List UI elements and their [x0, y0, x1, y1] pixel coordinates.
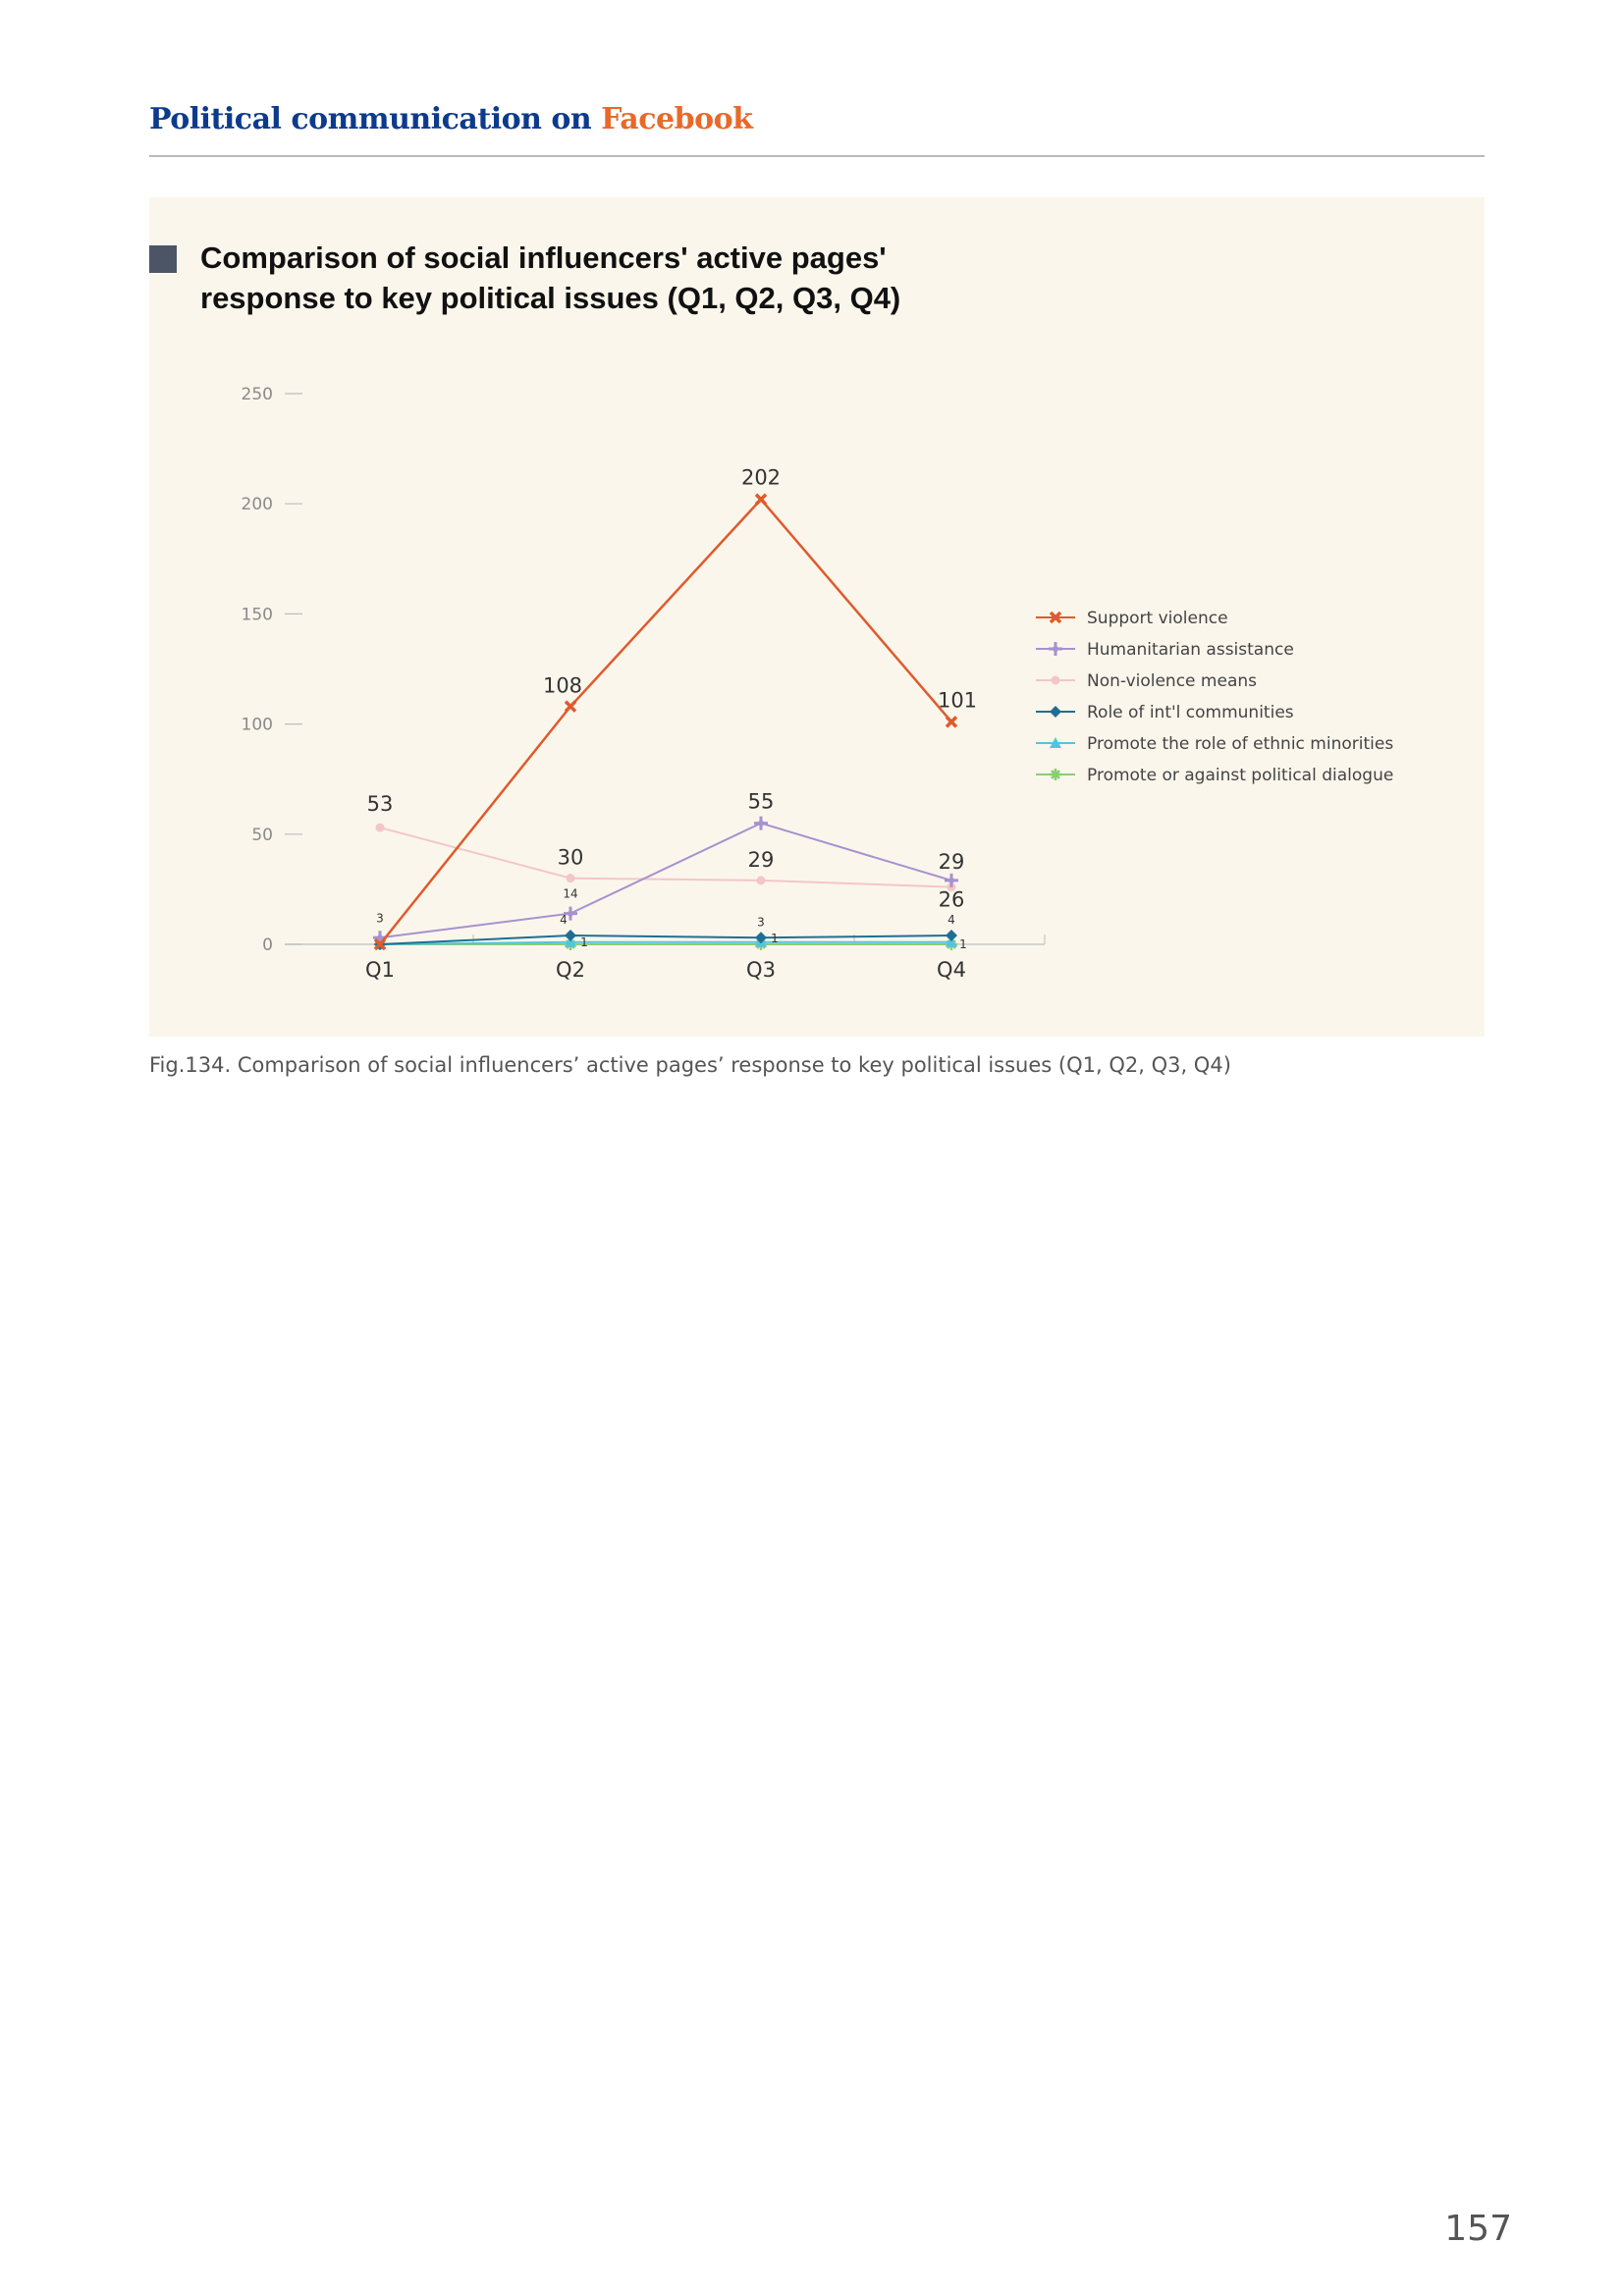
data-label-non-violence-means: 30	[557, 845, 584, 870]
data-label-support-violence: 101	[937, 688, 978, 713]
legend-label-promote-the-role-of-ethnic-minorities: Promote the role of ethnic minorities	[1087, 734, 1394, 754]
data-point-humanitarian-assistance-center	[568, 911, 573, 917]
chart-title-line-1: Comparison of social influencers' active pages'	[200, 240, 887, 275]
data-label-role-of-int-l-communities: 4	[947, 913, 955, 928]
x-tick-label: Q4	[937, 958, 966, 982]
data-label-promote-the-role-of-ethnic-minorities: 1	[771, 931, 779, 945]
x-tick-label: Q2	[556, 958, 585, 982]
line-chart	[149, 197, 1485, 1037]
series-line-support-violence	[380, 500, 951, 944]
data-point-non-violence-means	[376, 824, 385, 832]
legend-label-role-of-int-l-communities: Role of int'l communities	[1087, 703, 1294, 722]
legend-label-humanitarian-assistance: Humanitarian assistance	[1087, 640, 1294, 660]
data-label-humanitarian-assistance: 14	[563, 886, 578, 901]
legend-marker-humanitarian-assistance-center	[1053, 646, 1058, 652]
y-tick-label: 100	[241, 715, 273, 735]
x-tick-label: Q1	[365, 958, 395, 982]
data-point-role-of-int-l-communities	[946, 930, 957, 941]
data-label-role-of-int-l-communities: 3	[757, 915, 765, 930]
data-label-non-violence-means: 26	[938, 887, 965, 912]
figure-caption: Fig.134. Comparison of social influencers’ active pages’ response to key political issues (Q1, Q2, Q3, Q4)	[149, 1053, 1231, 1077]
series-line-humanitarian-assistance	[380, 824, 951, 938]
legend-marker-non-violence-means	[1052, 676, 1060, 685]
header-brand: Facebook	[601, 102, 753, 136]
x-tick-label: Q3	[746, 958, 776, 982]
data-point-non-violence-means	[567, 874, 575, 882]
data-label-role-of-int-l-communities: 4	[560, 913, 568, 928]
legend-marker-role-of-int-l-communities	[1050, 706, 1061, 718]
header-title: Political communication on	[149, 102, 592, 136]
data-label-humanitarian-assistance: 55	[747, 789, 775, 814]
data-point-humanitarian-assistance-center	[377, 934, 383, 940]
data-point-support-violence	[947, 717, 956, 726]
data-label-humanitarian-assistance: 29	[938, 849, 965, 874]
data-point-non-violence-means	[757, 876, 766, 884]
data-point-humanitarian-assistance-center	[948, 878, 954, 883]
data-label-support-violence: 108	[542, 673, 583, 698]
legend-label-support-violence: Support violence	[1087, 609, 1228, 628]
y-tick-label: 0	[262, 935, 273, 955]
y-tick-label: 200	[241, 495, 273, 515]
header-divider	[149, 155, 1485, 157]
y-tick-label: 50	[251, 825, 273, 845]
data-label-promote-the-role-of-ethnic-minorities: 1	[959, 936, 967, 951]
data-label-humanitarian-assistance: 3	[376, 911, 384, 926]
data-point-support-violence	[566, 702, 575, 712]
page-number: 157	[1444, 2209, 1512, 2249]
legend-label-non-violence-means: Non-violence means	[1087, 671, 1257, 691]
data-label-non-violence-means: 29	[747, 847, 775, 872]
data-label-non-violence-means: 53	[366, 792, 394, 817]
data-label-promote-the-role-of-ethnic-minorities: 1	[580, 934, 588, 949]
data-label-support-violence: 202	[740, 465, 782, 490]
data-point-support-violence	[756, 495, 766, 505]
chart-title-line-2: response to key political issues (Q1, Q2, Q3, Q4)	[200, 281, 901, 315]
legend-marker-promote-or-against-political-dialogue	[1050, 769, 1061, 780]
page-header	[149, 102, 752, 136]
data-point-role-of-int-l-communities	[565, 930, 576, 941]
data-point-humanitarian-assistance-center	[758, 821, 764, 827]
y-tick-label: 250	[241, 385, 273, 404]
legend-label-promote-or-against-political-dialogue: Promote or against political dialogue	[1087, 766, 1394, 785]
y-tick-label: 150	[241, 605, 273, 625]
